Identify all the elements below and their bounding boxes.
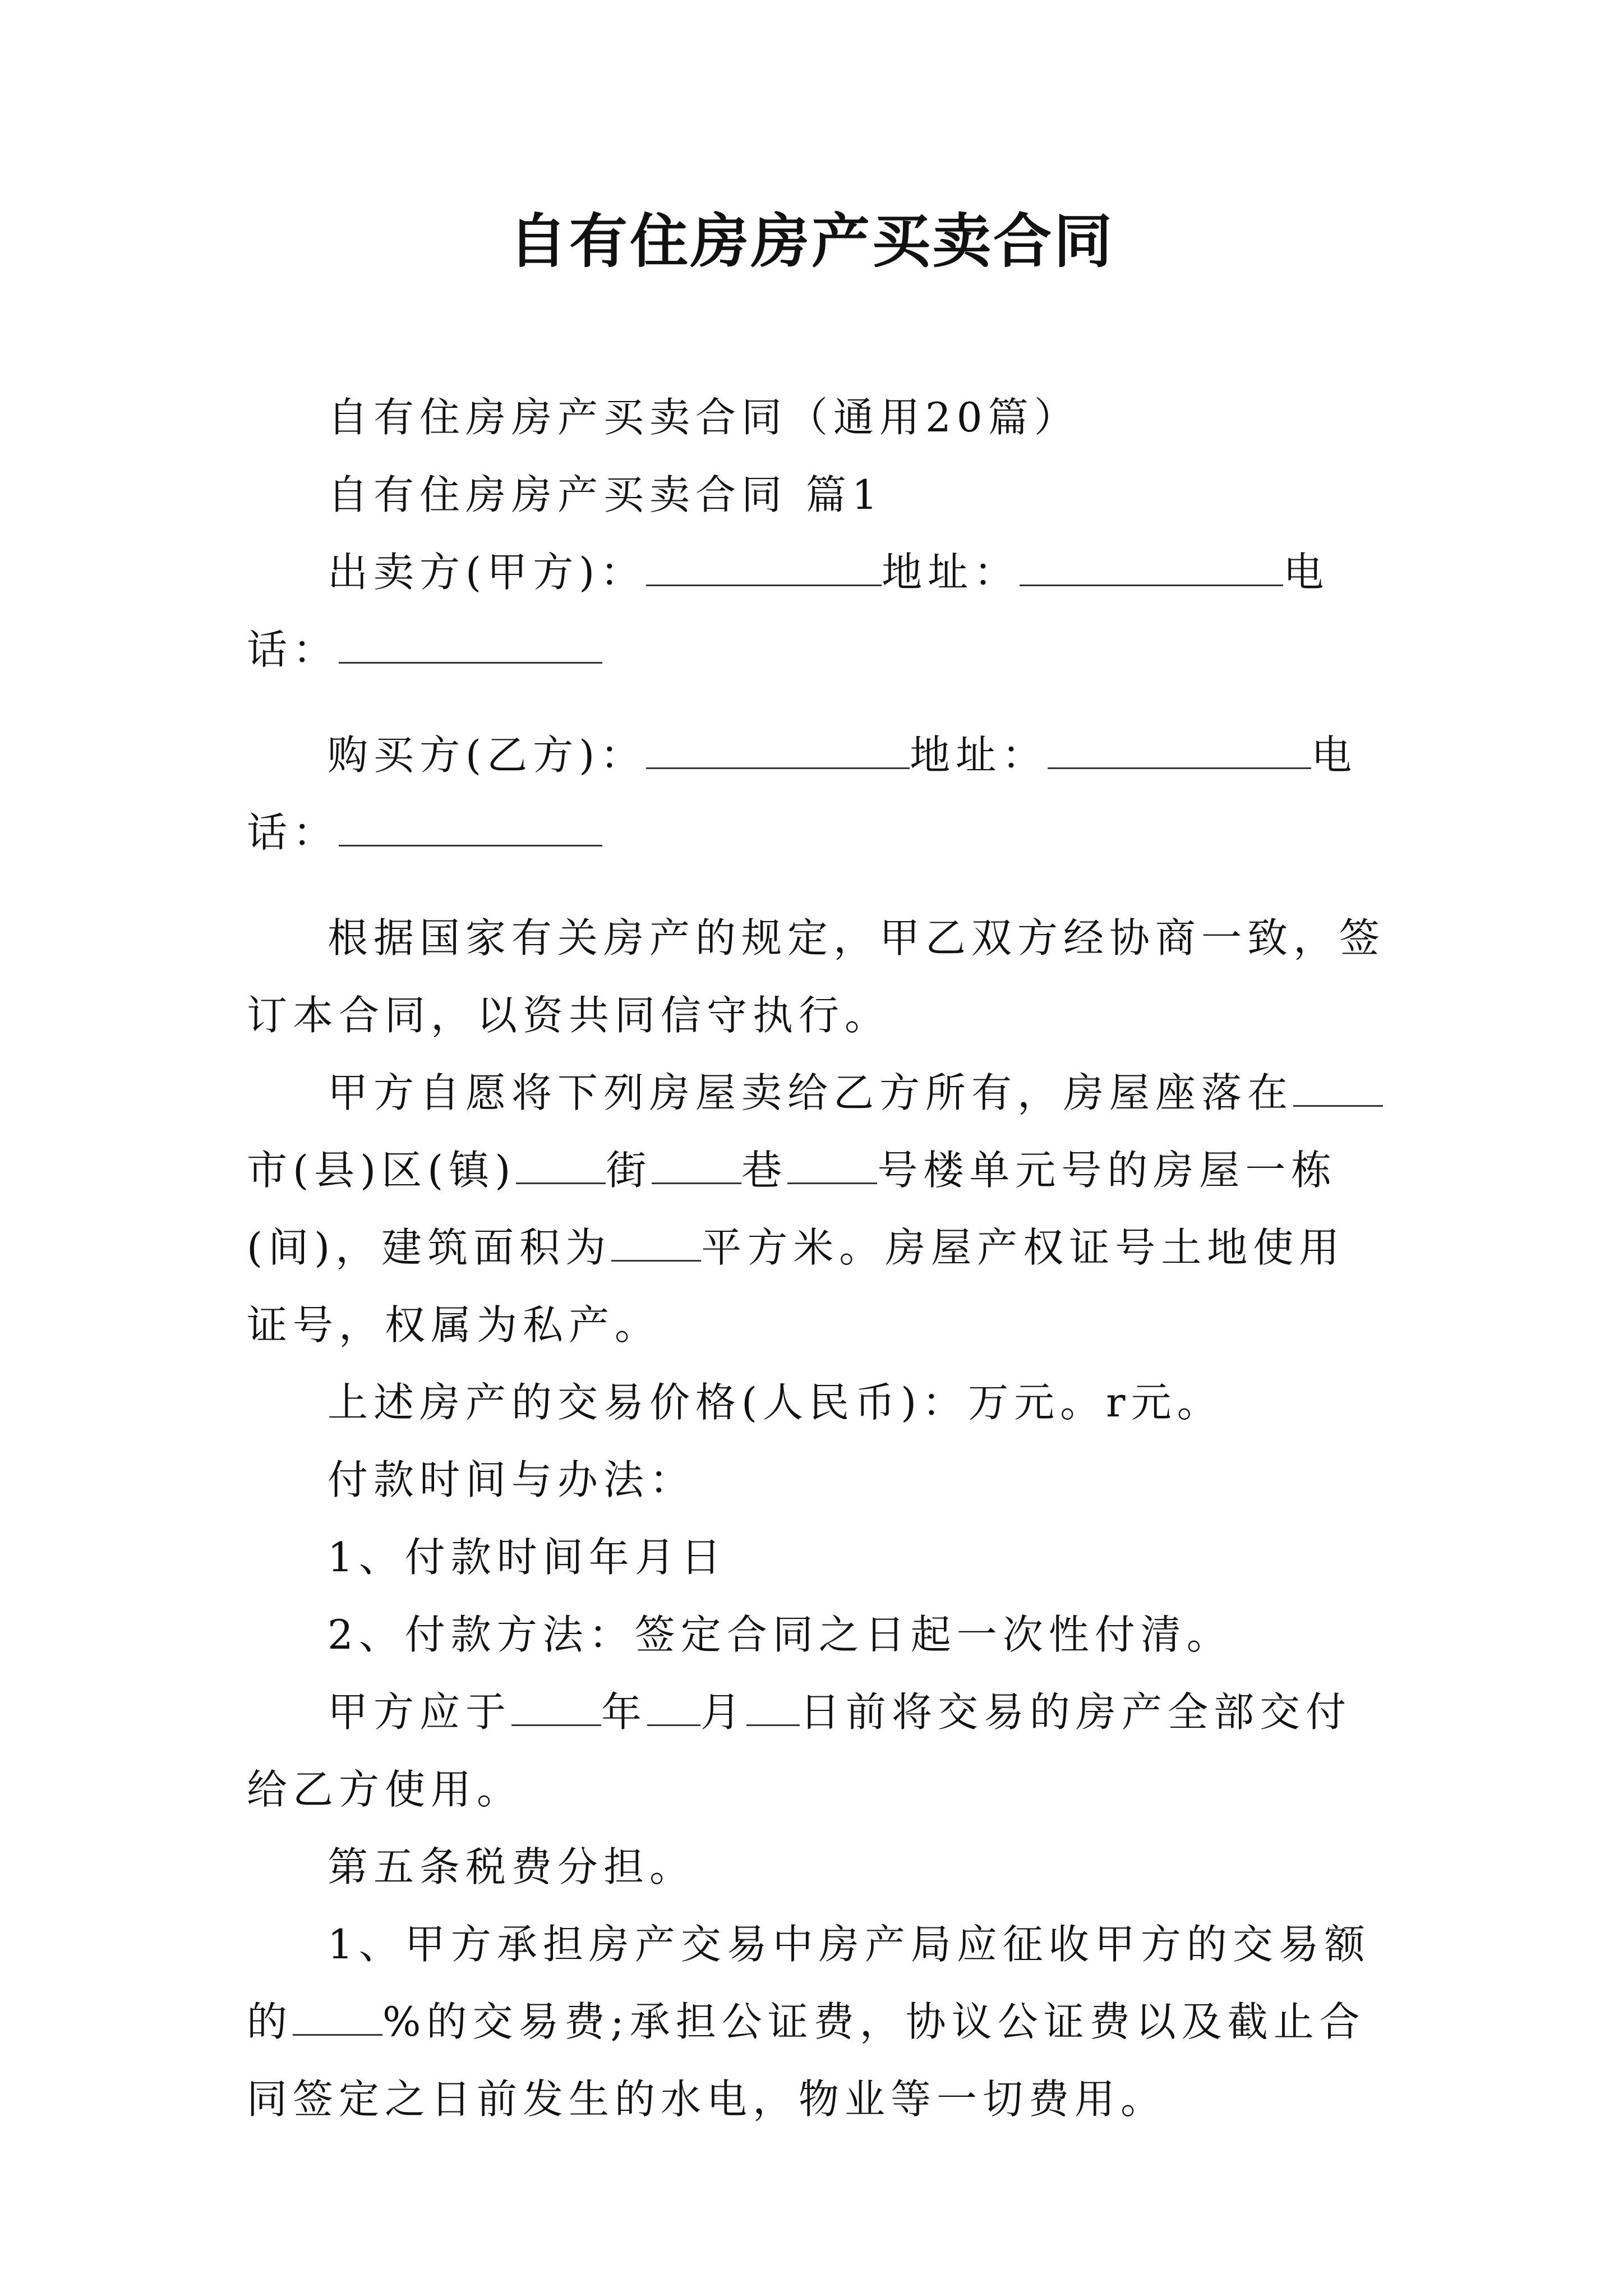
buyer-address-label: 地址： [910,731,1048,779]
intro-paragraph: 根据国家有关房产的规定，甲乙双方经协商一致，签订本合同，以资共同信守执行。 [247,914,1386,1039]
document-body [247,379,1391,2138]
buyer-phone-label: 电话： [247,731,1358,856]
price-paragraph: 上述房产的交易价格(人民币)：万元。r元。 [328,1379,1223,1426]
buyer-name-blank [646,734,910,769]
delivery-year-blank [511,1691,601,1726]
buyer-phone-blank [339,812,602,846]
house-text-3: 街 [606,1147,652,1194]
tax-text-2: %的交易费;承担公证费，协议公证费以及截止合同签定之日前发生的水电，物业等一切费用。 [247,1998,1366,2123]
seller-phone-label: 电话： [247,549,1330,673]
seller-address-blank [1020,551,1283,586]
payment-item-1: 1、付款时间年月日 [328,1534,727,1581]
seller-address-label: 地址： [882,549,1020,596]
delivery-text-2: 年 [601,1688,648,1736]
subtitle-line [247,379,1391,456]
chapter-line [247,456,1391,533]
house-text-2: 市(县)区(镇) [247,1147,517,1194]
district-blank [516,1149,606,1184]
delivery-day-blank [746,1691,800,1726]
house-text-1: 甲方自愿将下列房屋卖给乙方所有，房屋座落在 [328,1069,1294,1116]
street-blank [652,1149,741,1184]
tax-paragraph [247,1906,1391,2138]
seller-name-blank [646,551,882,586]
buyer-address-blank [1048,734,1311,769]
area-blank [611,1227,701,1262]
house-text-6: 平方米。房屋产权证号土地使用证号，权属为私产。 [247,1224,1345,1349]
seller-line [247,533,1391,688]
seller-label: 出卖方(甲方)： [328,549,647,596]
chapter-text: 自有住房房产买卖合同 篇1 [328,471,883,518]
document-title: 自有住房房产买卖合同 [508,206,1114,275]
subtitle-text: 自有住房房产买卖合同（通用20篇） [328,394,1080,441]
article-5-heading: 第五条税费分担。 [328,1843,696,1890]
city-blank [1293,1072,1383,1107]
spacer [247,688,1391,716]
house-text-5: 号楼单元号的房屋一栋(间)，建筑面积为 [247,1147,1338,1271]
tax-text-1: 1、甲方承担房产交易中房产局应征收甲方的交易额的 [247,1921,1371,2045]
delivery-text-1: 甲方应于 [328,1688,512,1736]
lane-blank [787,1149,877,1184]
house-text-4: 巷 [741,1147,788,1194]
delivery-text-3: 月 [700,1688,747,1736]
spacer [247,871,1391,899]
delivery-text-4: 日前将交易的房产全部交付给乙方使用。 [247,1688,1352,1813]
delivery-paragraph [247,1673,1391,1828]
buyer-label: 购买方(乙方)： [328,731,647,779]
payment-heading: 付款时间与办法： [328,1456,696,1503]
buyer-line [247,716,1391,871]
payment-item-2: 2、付款方法：签定合同之日起一次性付清。 [328,1611,1233,1658]
house-paragraph [247,1054,1391,1364]
seller-phone-blank [339,629,602,664]
tax-rate-blank [293,2001,382,2036]
delivery-month-blank [647,1691,700,1726]
